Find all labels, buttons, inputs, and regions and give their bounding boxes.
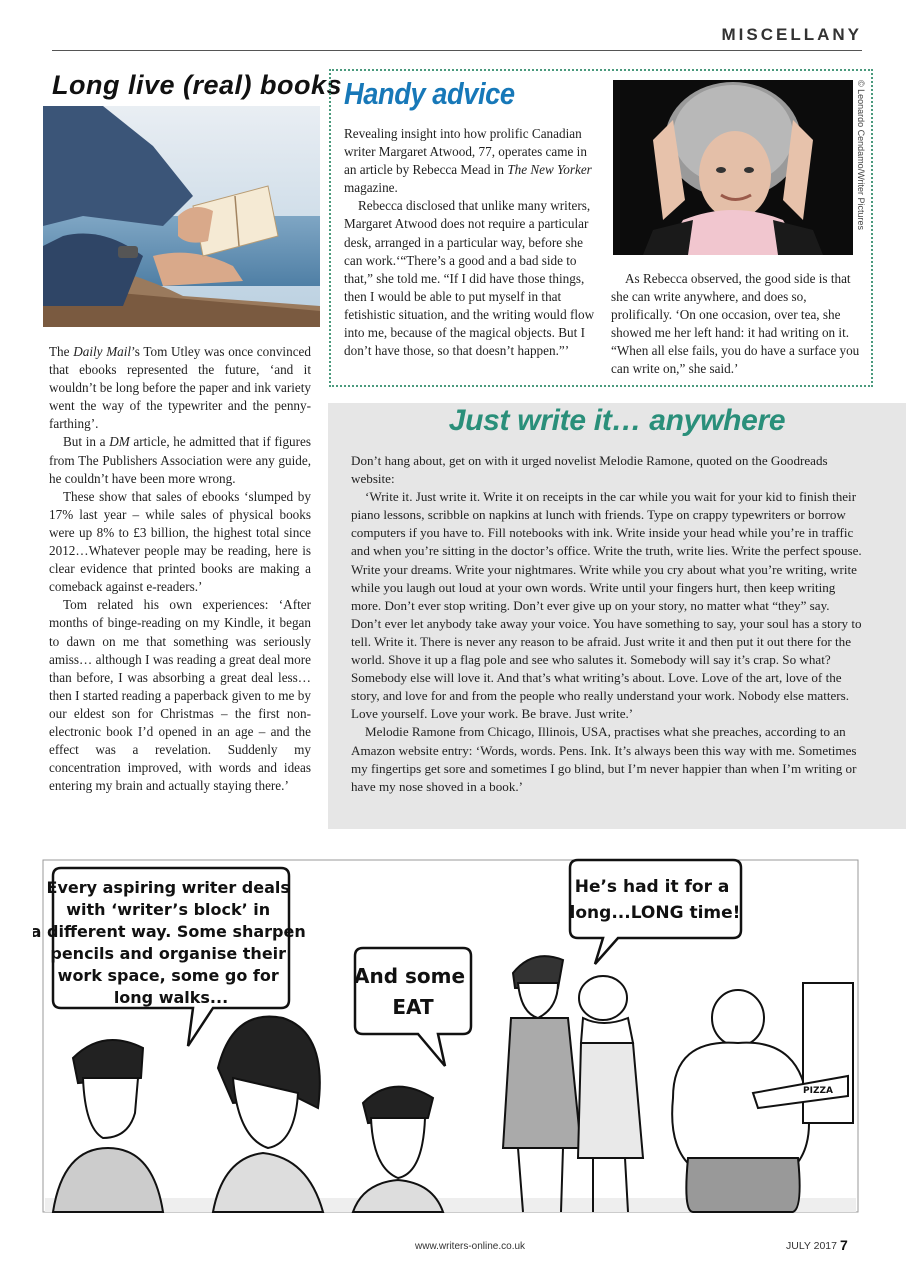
publication-name: Daily Mail	[73, 344, 132, 359]
footer-date: JULY 2017	[786, 1240, 837, 1252]
bubble-1-line: work space, some go for	[57, 966, 279, 985]
reading-book-photo	[43, 106, 320, 327]
publication-name: The New Yorker	[507, 162, 592, 178]
section-label: MISCELLANY	[721, 25, 862, 44]
pizza-label: PIZZA	[803, 1086, 833, 1096]
handy-advice-paragraph: As Rebecca observed, the good side is that she can write anywhere, and does so, prolifically. ‘On one occasion, over tea, she showed me her left hand: it had writing on it. “When all else fails, you do have a surface you can write on,” she said.’	[611, 271, 860, 377]
handy-advice-title: Handy advice	[344, 76, 515, 111]
write-anywhere-title: Just write it… anywhere	[448, 404, 786, 437]
writers-block-cartoon	[33, 848, 868, 1226]
bubble-3-line: long...LONG time!	[569, 903, 741, 923]
text-span: The	[49, 344, 74, 359]
handy-advice-paragraph	[344, 125, 596, 197]
photo-credit-text: © Leonardo Cendamo/Writer Pictures	[856, 80, 866, 231]
bubble-2-line: And some	[353, 964, 466, 988]
text-span: But in a	[63, 434, 110, 450]
write-anywhere-body	[351, 452, 863, 796]
text-span: article, he admitted that if figures from The Publishers Association were any guide, he couldn’t have been more wrong.	[49, 434, 312, 486]
left-article-body	[49, 343, 311, 795]
handy-advice-body-continued	[611, 270, 861, 379]
write-anywhere-paragraph: Melodie Ramone from Chicago, Illinois, USA, practises what she preaches, according to an Amazon website entry: ‘Words, words. Pens. Ink. It’s always been this way with me. Sometimes my fingertips get sore and sometimes I go blind, but I’m never happier than when I’m writing or have my nose shoved in a book.’	[351, 724, 857, 794]
write-anywhere-paragraph: ‘Write it. Just write it. Write it on receipts in the car while you wait for your kid to finish their piano lessons, scribble on napkins at lunch with friends. Type on crappy typewriters or borrow computers if you have to. Fill notebooks with ink. Write inside your head while you’re in traffic and when you’re sitting in the doctor’s office. Write the truth, write lies. Write the perfect spouse. Write your dreams. Write your nightmares. Write while you cry about what you’re writing, write while you laugh out loud at your own words. Write until your fingers hurt, then keep writing more. Don’t ever stop writing. Don’t ever give up on your story, no matter what “they” say. Don’t ever let anybody take away your voice. You have something to say, your soul has a story to tell. Write it. There is never any reason to be afraid. Just write it and then put it out there for the world. Shove it up a flag pole and see who salutes it. Somebody will say it’s crap. So what? Somebody else will love it. And that’s what writing’s about. Love. Love of the art, love of the story, and love for and from the people who really understand your work. Nobody else matters. Love yourself. Love your work. Be brave. Just write.’	[351, 489, 862, 722]
write-anywhere-paragraph: Don’t hang about, get on with it urged novelist Melodie Ramone, quoted on the Goodreads website:	[351, 453, 828, 487]
left-article-paragraph	[49, 343, 311, 433]
header-rule	[52, 50, 862, 51]
reading-book-illustration	[43, 106, 320, 327]
page-number: 7	[840, 1237, 848, 1253]
margaret-atwood-photo	[613, 80, 853, 255]
bubble-3-line: He’s had it for a	[574, 877, 730, 897]
left-article-paragraph: These show that sales of ebooks ‘slumped by 17% last year – while sales of physical books were up 8% to £3 billion, the highest total since 2012…Whatever people may be reading, here is clear evidence that printed books are making a comeback against e-readers.’	[49, 488, 311, 595]
bubble-1-line: a different way. Some sharpen	[33, 922, 306, 941]
cartoon-drawing	[33, 848, 868, 1226]
left-article-header	[52, 70, 343, 101]
bubble-1-line: pencils and organise their	[50, 944, 287, 963]
text-span: ’s Tom Utley was once convinced that ebooks represented the future, ‘and it wouldn’t be long before the paper and ink variety went the way of the typewriter and the penny-farthing’.	[49, 344, 311, 432]
left-article-paragraph	[49, 433, 311, 487]
left-article-title: Long live (real) books	[52, 70, 343, 100]
text-span: magazine.	[344, 180, 398, 196]
bubble-1-line: long walks...	[113, 988, 229, 1007]
left-article-paragraph: Tom related his own experiences: ‘After months of binge-reading on my Kindle, it began to dawn on me that something was seriously amiss… although I was reading a great deal more than before, I was absorbing a great deal less… then I started reading a paperback given to me by our eldest son for Christmas – the first non-electronic book I’d opened in an age – and the effect was a revelation. Suddenly my concentration improved, with words and ideas entering my brain and actually staying there.’	[49, 597, 311, 794]
text-span: Revealing insight into how prolific Canadian writer Margaret Atwood, 77, operates came in an article by Rebecca Mead in	[344, 126, 587, 178]
bubble-2-line: EAT	[392, 995, 434, 1019]
portrait-illustration	[613, 80, 853, 255]
handy-advice-body	[344, 125, 596, 360]
bubble-1-line: Every aspiring writer deals	[46, 878, 290, 897]
handy-advice-paragraph: Rebecca disclosed that unlike many writers, Margaret Atwood does not require a particular desk, arranged in a particular way, before she can work.‘“There’s a good and a bad side to that,” she told me. “If I did have those things, then I would be able to put myself in that fetishistic situation, and the writing would flow into me, because of the magical objects. But I don’t have those, so that doesn’t happen.”’	[344, 198, 595, 359]
footer-url[interactable]: www.writers-online.co.uk	[415, 1241, 526, 1252]
publication-name: DM	[109, 434, 130, 450]
bubble-1-line: with ‘writer’s block’ in	[66, 900, 271, 919]
photo-credit	[852, 80, 866, 255]
